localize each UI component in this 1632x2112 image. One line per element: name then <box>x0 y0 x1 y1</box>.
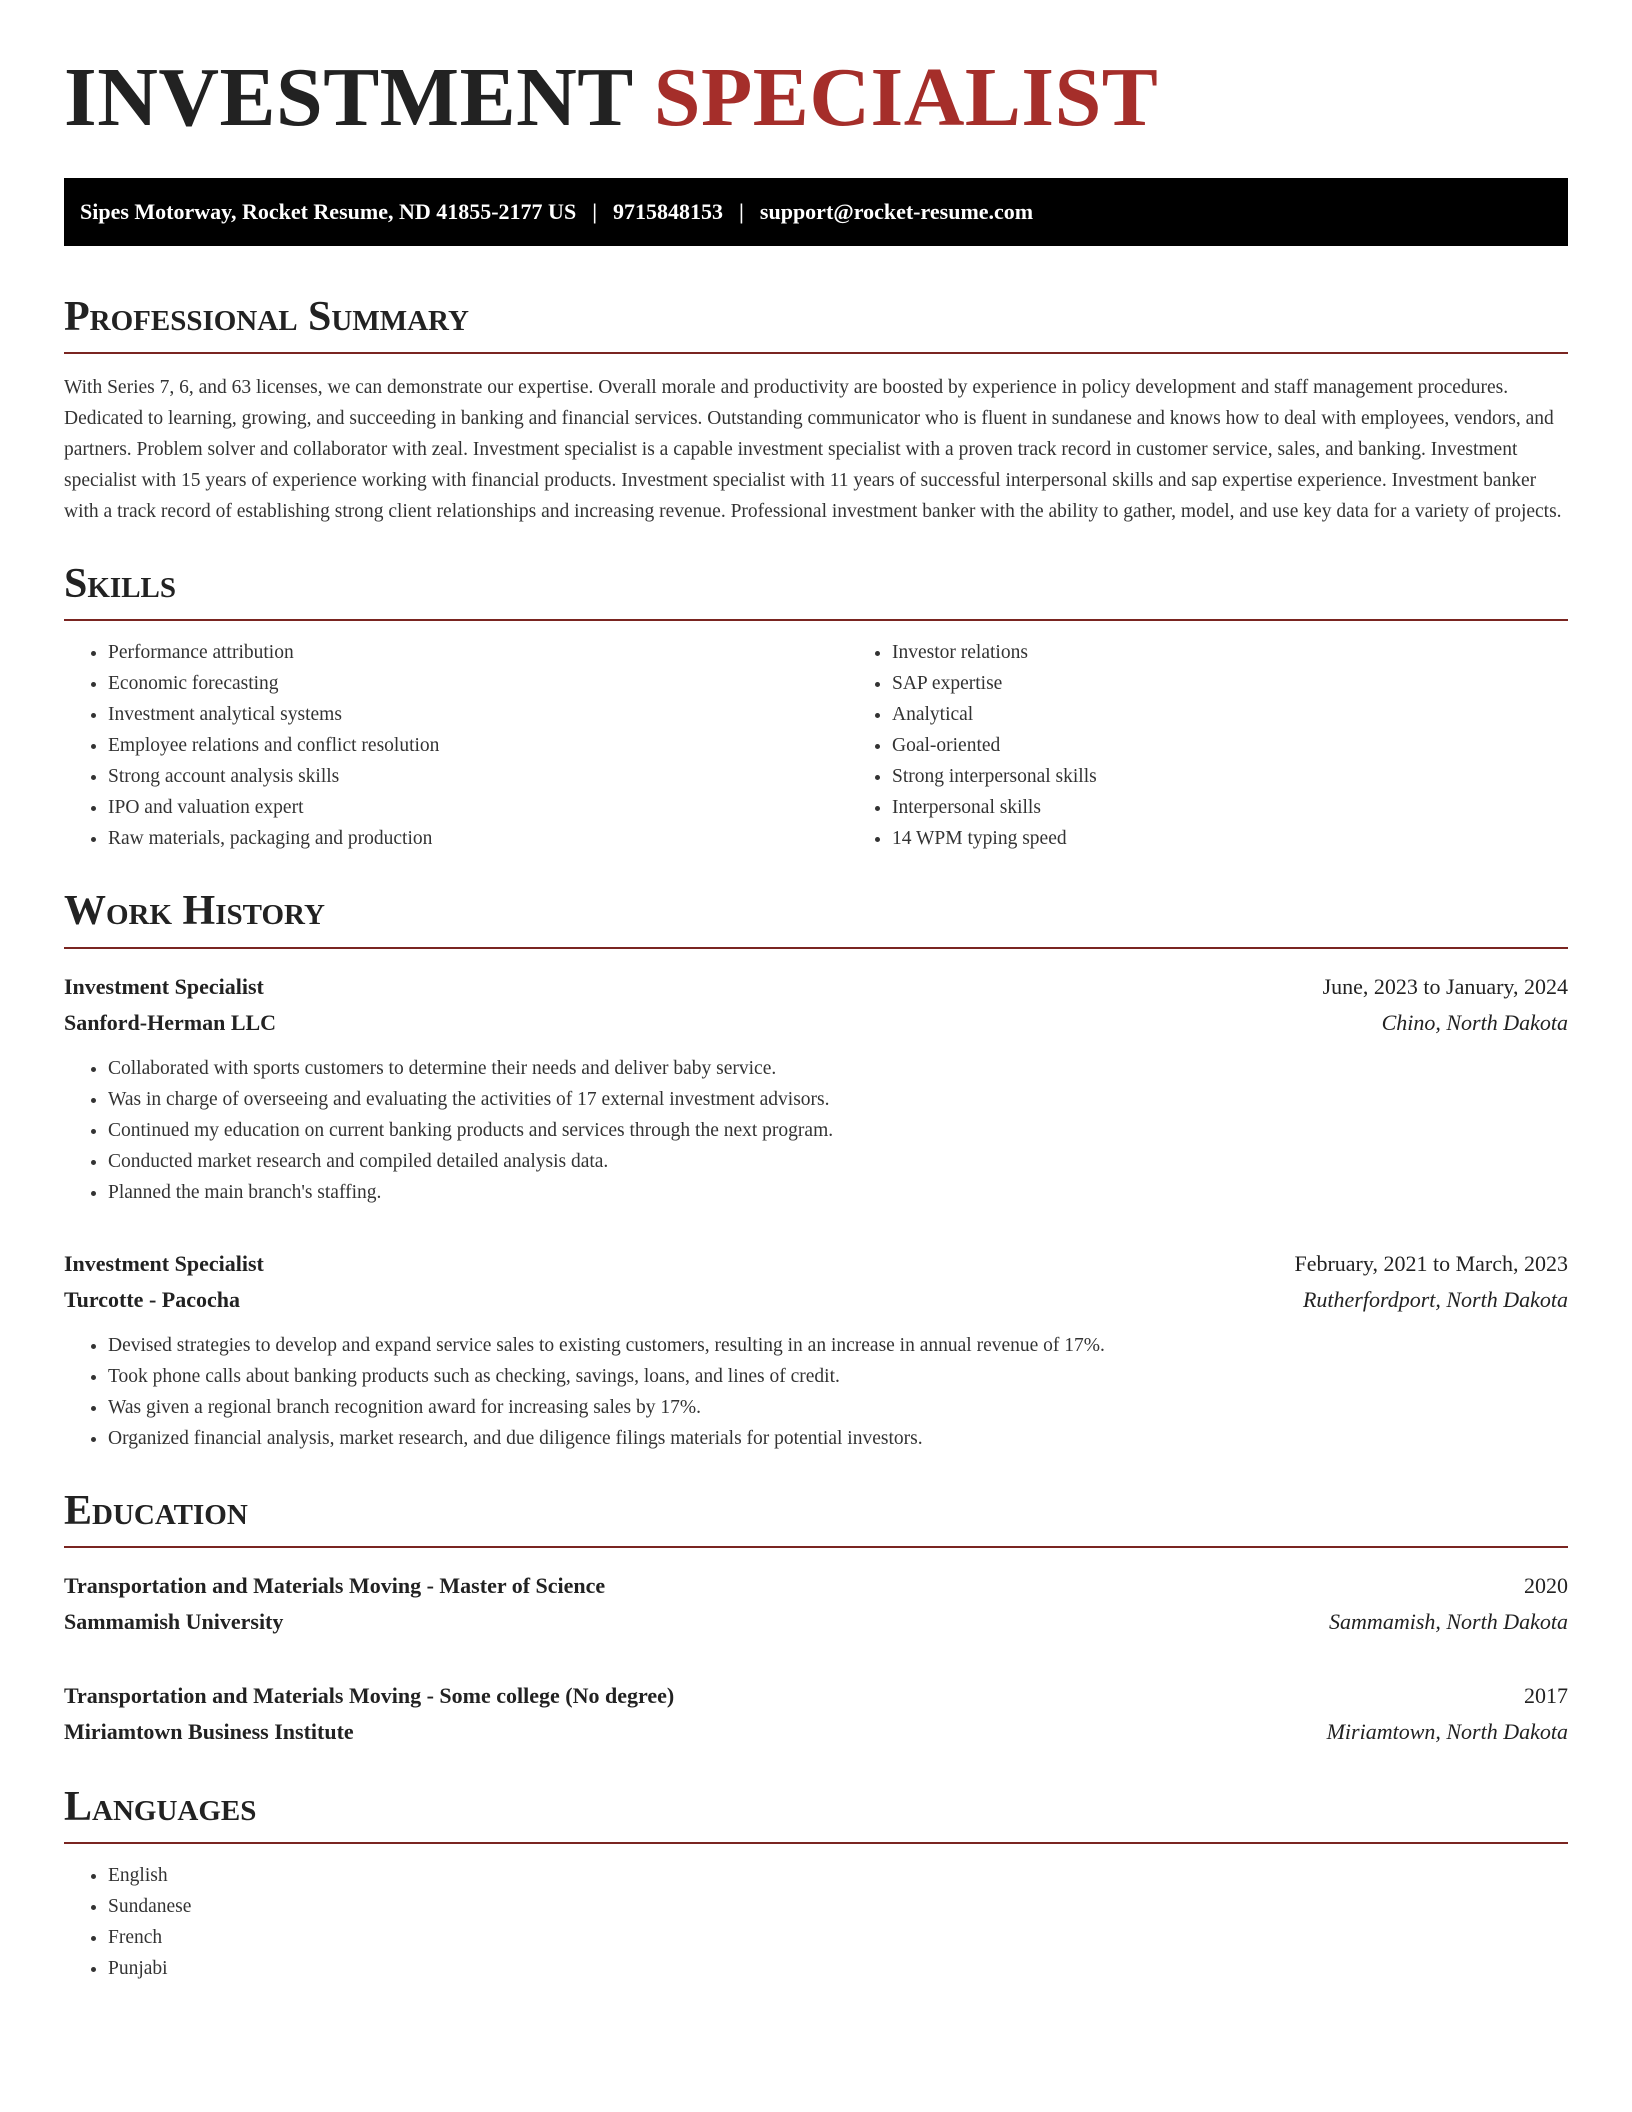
skills-list-left <box>64 637 848 854</box>
skill-item: • 14 WPM typing speed <box>892 823 1568 854</box>
job-title: Investment Specialist <box>64 973 264 999</box>
skill-item: • Performance attribution <box>108 637 848 668</box>
summary-heading: Professional Summary <box>64 294 1568 354</box>
education-degree: Transportation and Materials Moving - Master of Science <box>64 1572 606 1598</box>
education-year: 2020 <box>1524 1572 1568 1598</box>
job-entry <box>64 1246 1568 1454</box>
work-history-section <box>64 888 1568 1453</box>
title-part-2: SPECIALIST <box>653 51 1159 144</box>
education-entry <box>64 1568 1568 1640</box>
job-bullet: • Organized financial analysis, market research, and due diligence filings materials for potential investors. <box>108 1423 1568 1454</box>
job-location: Chino, North Dakota <box>1381 1009 1568 1035</box>
job-bullet: • Continued my education on current banking products and services through the next program. <box>108 1115 1568 1146</box>
languages-heading: Languages <box>64 1784 1568 1844</box>
language-item: • English <box>108 1860 1568 1891</box>
skill-item: • IPO and valuation expert <box>108 792 848 823</box>
job-location: Rutherfordport, North Dakota <box>1302 1286 1568 1312</box>
skill-item: • Strong account analysis skills <box>108 761 848 792</box>
skill-item: • Analytical <box>892 699 1568 730</box>
job-bullet: • Collaborated with sports customers to determine their needs and deliver baby service. <box>108 1053 1568 1084</box>
job-bullets <box>64 1053 1568 1208</box>
education-entry <box>64 1678 1568 1750</box>
skill-item: • Investment analytical systems <box>108 699 848 730</box>
education-school-row <box>64 1604 1568 1640</box>
job-bullet: • Was in charge of overseeing and evaluating the activities of 17 external investment advisors. <box>108 1084 1568 1115</box>
summary-section <box>64 294 1568 527</box>
language-item: • Sundanese <box>108 1891 1568 1922</box>
contact-separator: | <box>739 199 744 224</box>
contact-address: Sipes Motorway, Rocket Resume, ND 41855-2177 US <box>80 199 577 224</box>
language-item: • French <box>108 1922 1568 1953</box>
skill-item: • Economic forecasting <box>108 668 848 699</box>
education-year: 2017 <box>1524 1682 1568 1708</box>
job-bullet: • Planned the main branch's staffing. <box>108 1177 1568 1208</box>
job-company: Turcotte - Pacocha <box>64 1286 240 1312</box>
job-bullet: • Conducted market research and compiled detailed analysis data. <box>108 1146 1568 1177</box>
job-company-row <box>64 1005 1568 1041</box>
title-part-1: INVESTMENT <box>64 51 633 144</box>
skill-item: • Strong interpersonal skills <box>892 761 1568 792</box>
education-location: Sammamish, North Dakota <box>1329 1608 1568 1634</box>
skills-heading: Skills <box>64 561 1568 621</box>
education-degree: Transportation and Materials Moving - Some college (No degree) <box>64 1682 675 1708</box>
languages-list <box>64 1860 1568 1984</box>
skill-item: • Goal-oriented <box>892 730 1568 761</box>
job-bullet: • Was given a regional branch recognition award for increasing sales by 17%. <box>108 1392 1568 1423</box>
language-item: • Punjabi <box>108 1953 1568 1984</box>
education-school: Sammamish University <box>64 1608 284 1634</box>
education-section <box>64 1488 1568 1750</box>
job-company: Sanford-Herman LLC <box>64 1009 277 1035</box>
education-location: Miriamtown, North Dakota <box>1326 1718 1568 1744</box>
summary-text: With Series 7, 6, and 63 licenses, we can demonstrate our expertise. Overall morale and productivity are boosted by experience in policy development and staff management procedures. Dedicated to learning, growing, and succeeding in banking and financial services. Outstanding communicator who is fluent in sundanese and knows how to deal with employees, vendors, and partners. Problem solver and collaborator with zeal. Investment specialist is a capable investment specialist with a proven track record in customer service, sales, and banking. Investment specialist with 15 years of experience working with financial products. Investment specialist with 11 years of successful interpersonal skills and sap expertise experience. Investment banker with a track record of establishing strong client relationships and increasing revenue. Professional investment banker with the ability to gather, model, and use key data for a variety of projects. <box>64 377 1562 523</box>
education-school-row <box>64 1714 1568 1750</box>
skills-columns <box>64 621 1568 854</box>
job-bullets <box>64 1330 1568 1454</box>
education-heading: Education <box>64 1488 1568 1548</box>
resume-title <box>64 51 1568 144</box>
job-bullet: • Took phone calls about banking products such as checking, savings, loans, and lines of credit. <box>108 1361 1568 1392</box>
job-bullet: • Devised strategies to develop and expand service sales to existing customers, resulting in an increase in annual revenue of 17%. <box>108 1330 1568 1361</box>
job-dates: February, 2021 to March, 2023 <box>1294 1250 1568 1276</box>
job-title-row <box>64 969 1568 1005</box>
job-dates: June, 2023 to January, 2024 <box>1322 973 1568 999</box>
job-title-row <box>64 1246 1568 1282</box>
skill-item: • SAP expertise <box>892 668 1568 699</box>
skill-item: • Raw materials, packaging and production <box>108 823 848 854</box>
contact-bar <box>64 178 1568 246</box>
job-entry <box>64 969 1568 1208</box>
skill-item: • Investor relations <box>892 637 1568 668</box>
contact-email[interactable]: support@rocket-resume.com <box>759 199 1034 224</box>
skill-item: • Interpersonal skills <box>892 792 1568 823</box>
contact-phone: 9715848153 <box>613 199 724 224</box>
education-degree-row <box>64 1568 1568 1604</box>
contact-separator: | <box>592 199 598 224</box>
skills-list-right <box>848 637 1568 854</box>
job-title: Investment Specialist <box>64 1250 264 1276</box>
job-company-row <box>64 1282 1568 1318</box>
skill-item: • Employee relations and conflict resolution <box>108 730 848 761</box>
skills-section <box>64 561 1568 854</box>
education-degree-row <box>64 1678 1568 1714</box>
languages-section <box>64 1784 1568 1984</box>
education-school: Miriamtown Business Institute <box>64 1718 354 1744</box>
work-history-heading: Work History <box>64 888 1568 948</box>
